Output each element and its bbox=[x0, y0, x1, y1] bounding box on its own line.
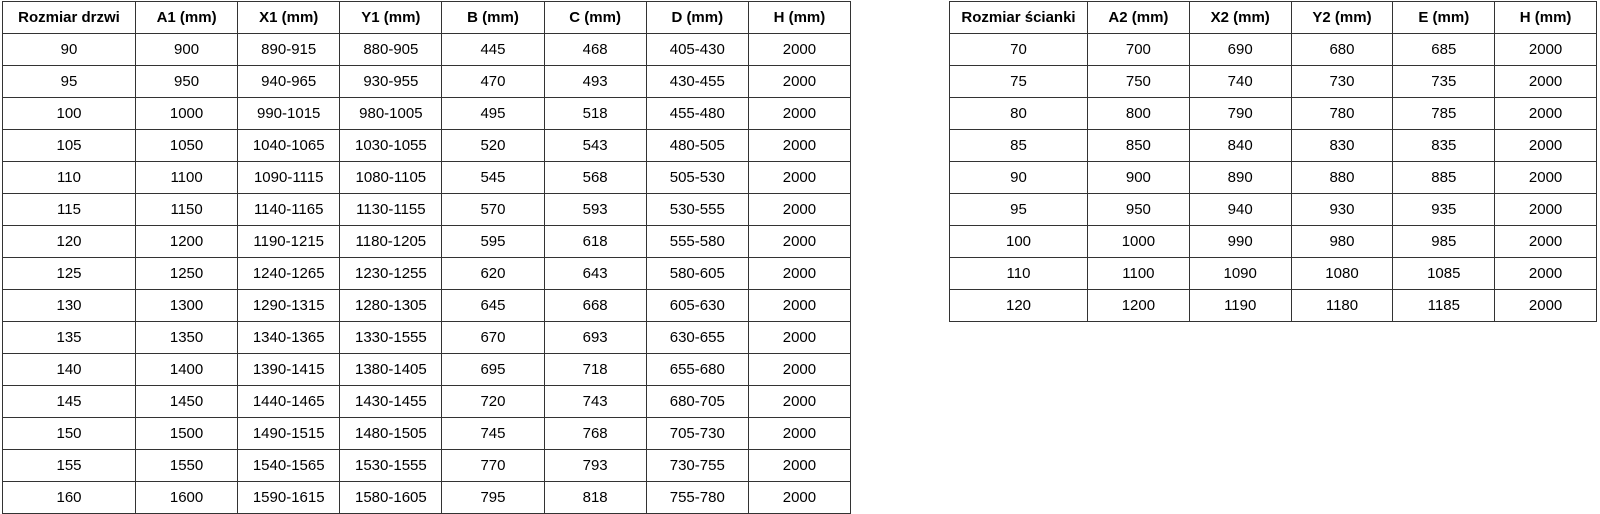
table-cell: 768 bbox=[544, 418, 646, 450]
table-row bbox=[950, 194, 1597, 226]
table-cell: 1180 bbox=[1291, 290, 1393, 322]
table-cell: 140 bbox=[3, 354, 136, 386]
table-cell: 530-555 bbox=[646, 194, 748, 226]
table-cell: 655-680 bbox=[646, 354, 748, 386]
table-row bbox=[3, 482, 851, 514]
table-cell: 1200 bbox=[136, 226, 238, 258]
table-cell: 1600 bbox=[136, 482, 238, 514]
table-cell: 1000 bbox=[136, 98, 238, 130]
table-cell: 1350 bbox=[136, 322, 238, 354]
table-cell: 605-630 bbox=[646, 290, 748, 322]
table-cell: 900 bbox=[136, 34, 238, 66]
table-cell: 1380-1405 bbox=[340, 354, 442, 386]
table-cell: 930 bbox=[1291, 194, 1393, 226]
table-cell: 2000 bbox=[1495, 66, 1597, 98]
table-row bbox=[3, 34, 851, 66]
table-row bbox=[3, 258, 851, 290]
table-cell: 740 bbox=[1189, 66, 1291, 98]
table-cell: 150 bbox=[3, 418, 136, 450]
table-cell: 890 bbox=[1189, 162, 1291, 194]
table-cell: 1150 bbox=[136, 194, 238, 226]
table-cell: 643 bbox=[544, 258, 646, 290]
table-row bbox=[950, 290, 1597, 322]
table-cell: 1040-1065 bbox=[238, 130, 340, 162]
table-row bbox=[950, 258, 1597, 290]
table-row bbox=[3, 386, 851, 418]
table-cell: 430-455 bbox=[646, 66, 748, 98]
table-row bbox=[950, 226, 1597, 258]
table-cell: 750 bbox=[1088, 66, 1190, 98]
table-cell: 745 bbox=[442, 418, 544, 450]
table-cell: 2000 bbox=[748, 386, 850, 418]
table-cell: 120 bbox=[950, 290, 1088, 322]
table-cell: 880 bbox=[1291, 162, 1393, 194]
table-cell: 780 bbox=[1291, 98, 1393, 130]
table-cell: 645 bbox=[442, 290, 544, 322]
table-cell: 1100 bbox=[136, 162, 238, 194]
column-header: E (mm) bbox=[1393, 2, 1495, 34]
table-cell: 2000 bbox=[748, 162, 850, 194]
table-cell: 840 bbox=[1189, 130, 1291, 162]
column-header: H (mm) bbox=[1495, 2, 1597, 34]
table-cell: 1140-1165 bbox=[238, 194, 340, 226]
table-cell: 940-965 bbox=[238, 66, 340, 98]
table-cell: 593 bbox=[544, 194, 646, 226]
table-cell: 480-505 bbox=[646, 130, 748, 162]
table-cell: 1500 bbox=[136, 418, 238, 450]
table-cell: 2000 bbox=[748, 98, 850, 130]
table-cell: 505-530 bbox=[646, 162, 748, 194]
table-cell: 543 bbox=[544, 130, 646, 162]
table-cell: 1000 bbox=[1088, 226, 1190, 258]
table-cell: 690 bbox=[1189, 34, 1291, 66]
table-cell: 105 bbox=[3, 130, 136, 162]
table-cell: 705-730 bbox=[646, 418, 748, 450]
table-cell: 1390-1415 bbox=[238, 354, 340, 386]
table-cell: 570 bbox=[442, 194, 544, 226]
table-cell: 1450 bbox=[136, 386, 238, 418]
table-cell: 1080-1105 bbox=[340, 162, 442, 194]
table-cell: 110 bbox=[950, 258, 1088, 290]
table-cell: 145 bbox=[3, 386, 136, 418]
table-cell: 720 bbox=[442, 386, 544, 418]
table-cell: 618 bbox=[544, 226, 646, 258]
table-cell: 1330-1555 bbox=[340, 322, 442, 354]
table-cell: 1430-1455 bbox=[340, 386, 442, 418]
table-cell: 2000 bbox=[1495, 98, 1597, 130]
table-cell: 1550 bbox=[136, 450, 238, 482]
table-cell: 1130-1155 bbox=[340, 194, 442, 226]
table-row bbox=[3, 98, 851, 130]
table-cell: 1580-1605 bbox=[340, 482, 442, 514]
table-cell: 1100 bbox=[1088, 258, 1190, 290]
table-cell: 405-430 bbox=[646, 34, 748, 66]
table-cell: 1440-1465 bbox=[238, 386, 340, 418]
table-row bbox=[950, 162, 1597, 194]
table-row bbox=[3, 162, 851, 194]
table-cell: 95 bbox=[950, 194, 1088, 226]
table-cell: 2000 bbox=[748, 322, 850, 354]
table-cell: 2000 bbox=[1495, 130, 1597, 162]
table-cell: 90 bbox=[3, 34, 136, 66]
table-cell: 495 bbox=[442, 98, 544, 130]
table-cell: 555-580 bbox=[646, 226, 748, 258]
table-cell: 680-705 bbox=[646, 386, 748, 418]
table-cell: 785 bbox=[1393, 98, 1495, 130]
table-cell: 2000 bbox=[748, 354, 850, 386]
table-cell: 2000 bbox=[748, 226, 850, 258]
table-cell: 1085 bbox=[1393, 258, 1495, 290]
door-dimensions-table bbox=[2, 1, 851, 514]
table-cell: 1530-1555 bbox=[340, 450, 442, 482]
table-cell: 1280-1305 bbox=[340, 290, 442, 322]
table-cell: 795 bbox=[442, 482, 544, 514]
table-cell: 110 bbox=[3, 162, 136, 194]
table-row bbox=[3, 130, 851, 162]
table-cell: 470 bbox=[442, 66, 544, 98]
table-cell: 885 bbox=[1393, 162, 1495, 194]
table-cell: 1200 bbox=[1088, 290, 1190, 322]
table-cell: 2000 bbox=[1495, 290, 1597, 322]
table-cell: 950 bbox=[136, 66, 238, 98]
table-cell: 455-480 bbox=[646, 98, 748, 130]
table-cell: 1090 bbox=[1189, 258, 1291, 290]
table-cell: 1030-1055 bbox=[340, 130, 442, 162]
table-cell: 1490-1515 bbox=[238, 418, 340, 450]
table-cell: 950 bbox=[1088, 194, 1190, 226]
table-cell: 520 bbox=[442, 130, 544, 162]
table-cell: 2000 bbox=[748, 66, 850, 98]
column-header: A1 (mm) bbox=[136, 2, 238, 34]
table-cell: 668 bbox=[544, 290, 646, 322]
table-cell: 85 bbox=[950, 130, 1088, 162]
column-header: X2 (mm) bbox=[1189, 2, 1291, 34]
table-cell: 985 bbox=[1393, 226, 1495, 258]
table-cell: 1240-1265 bbox=[238, 258, 340, 290]
table-row bbox=[3, 226, 851, 258]
table-cell: 718 bbox=[544, 354, 646, 386]
table-row bbox=[950, 130, 1597, 162]
table-cell: 2000 bbox=[748, 290, 850, 322]
column-header: Y1 (mm) bbox=[340, 2, 442, 34]
table-cell: 1080 bbox=[1291, 258, 1393, 290]
table-cell: 695 bbox=[442, 354, 544, 386]
column-header: Y2 (mm) bbox=[1291, 2, 1393, 34]
table-cell: 125 bbox=[3, 258, 136, 290]
column-header: Rozmiar ścianki bbox=[950, 2, 1088, 34]
table-row bbox=[3, 354, 851, 386]
table-cell: 155 bbox=[3, 450, 136, 482]
table-cell: 620 bbox=[442, 258, 544, 290]
table-cell: 1400 bbox=[136, 354, 238, 386]
table-cell: 735 bbox=[1393, 66, 1495, 98]
table-cell: 80 bbox=[950, 98, 1088, 130]
table-cell: 890-915 bbox=[238, 34, 340, 66]
table-cell: 1050 bbox=[136, 130, 238, 162]
table-cell: 95 bbox=[3, 66, 136, 98]
table-cell: 568 bbox=[544, 162, 646, 194]
table-cell: 800 bbox=[1088, 98, 1190, 130]
table-row bbox=[3, 322, 851, 354]
table-cell: 70 bbox=[950, 34, 1088, 66]
table-cell: 2000 bbox=[1495, 34, 1597, 66]
table-cell: 75 bbox=[950, 66, 1088, 98]
table-cell: 595 bbox=[442, 226, 544, 258]
table-row bbox=[3, 418, 851, 450]
column-header: C (mm) bbox=[544, 2, 646, 34]
table-cell: 770 bbox=[442, 450, 544, 482]
table-cell: 980 bbox=[1291, 226, 1393, 258]
table-row bbox=[950, 34, 1597, 66]
table-row bbox=[3, 290, 851, 322]
table-cell: 1190 bbox=[1189, 290, 1291, 322]
table-row bbox=[3, 194, 851, 226]
column-header: A2 (mm) bbox=[1088, 2, 1190, 34]
table-cell: 693 bbox=[544, 322, 646, 354]
table-cell: 2000 bbox=[748, 450, 850, 482]
table-cell: 518 bbox=[544, 98, 646, 130]
table-cell: 2000 bbox=[748, 194, 850, 226]
table-cell: 818 bbox=[544, 482, 646, 514]
table-cell: 940 bbox=[1189, 194, 1291, 226]
table-row bbox=[950, 66, 1597, 98]
table-cell: 580-605 bbox=[646, 258, 748, 290]
table-cell: 835 bbox=[1393, 130, 1495, 162]
table-cell: 850 bbox=[1088, 130, 1190, 162]
table-cell: 2000 bbox=[748, 130, 850, 162]
table-cell: 935 bbox=[1393, 194, 1495, 226]
table-cell: 2000 bbox=[1495, 226, 1597, 258]
table-cell: 1540-1565 bbox=[238, 450, 340, 482]
table-cell: 730 bbox=[1291, 66, 1393, 98]
table-cell: 930-955 bbox=[340, 66, 442, 98]
table-cell: 790 bbox=[1189, 98, 1291, 130]
table-cell: 670 bbox=[442, 322, 544, 354]
table-cell: 730-755 bbox=[646, 450, 748, 482]
column-header: B (mm) bbox=[442, 2, 544, 34]
table-cell: 115 bbox=[3, 194, 136, 226]
table-cell: 1190-1215 bbox=[238, 226, 340, 258]
table-cell: 130 bbox=[3, 290, 136, 322]
table-row bbox=[950, 98, 1597, 130]
table-cell: 900 bbox=[1088, 162, 1190, 194]
table-cell: 493 bbox=[544, 66, 646, 98]
table-cell: 2000 bbox=[748, 34, 850, 66]
column-header: D (mm) bbox=[646, 2, 748, 34]
table-cell: 1340-1365 bbox=[238, 322, 340, 354]
table-cell: 990-1015 bbox=[238, 98, 340, 130]
table-cell: 160 bbox=[3, 482, 136, 514]
table-cell: 743 bbox=[544, 386, 646, 418]
table-cell: 1185 bbox=[1393, 290, 1495, 322]
column-header: Rozmiar drzwi bbox=[3, 2, 136, 34]
table-cell: 445 bbox=[442, 34, 544, 66]
table-cell: 2000 bbox=[748, 482, 850, 514]
table-cell: 135 bbox=[3, 322, 136, 354]
header-row bbox=[3, 2, 851, 34]
table-cell: 680 bbox=[1291, 34, 1393, 66]
table-cell: 545 bbox=[442, 162, 544, 194]
table-cell: 700 bbox=[1088, 34, 1190, 66]
table-row bbox=[3, 66, 851, 98]
table-row bbox=[3, 450, 851, 482]
table-cell: 2000 bbox=[1495, 194, 1597, 226]
table-cell: 980-1005 bbox=[340, 98, 442, 130]
table-cell: 1090-1115 bbox=[238, 162, 340, 194]
wall-dimensions-table bbox=[949, 1, 1597, 322]
table-cell: 1300 bbox=[136, 290, 238, 322]
table-cell: 630-655 bbox=[646, 322, 748, 354]
table-cell: 1230-1255 bbox=[340, 258, 442, 290]
table-cell: 100 bbox=[950, 226, 1088, 258]
table-cell: 880-905 bbox=[340, 34, 442, 66]
table-cell: 685 bbox=[1393, 34, 1495, 66]
table-cell: 1590-1615 bbox=[238, 482, 340, 514]
table-cell: 1480-1505 bbox=[340, 418, 442, 450]
table-cell: 2000 bbox=[748, 258, 850, 290]
table-cell: 2000 bbox=[1495, 162, 1597, 194]
table-cell: 830 bbox=[1291, 130, 1393, 162]
table-cell: 1290-1315 bbox=[238, 290, 340, 322]
header-row bbox=[950, 2, 1597, 34]
table-cell: 1250 bbox=[136, 258, 238, 290]
table-cell: 793 bbox=[544, 450, 646, 482]
table-cell: 755-780 bbox=[646, 482, 748, 514]
table-cell: 468 bbox=[544, 34, 646, 66]
table-cell: 2000 bbox=[1495, 258, 1597, 290]
table-cell: 100 bbox=[3, 98, 136, 130]
column-header: X1 (mm) bbox=[238, 2, 340, 34]
table-cell: 2000 bbox=[748, 418, 850, 450]
table-cell: 90 bbox=[950, 162, 1088, 194]
table-cell: 990 bbox=[1189, 226, 1291, 258]
table-cell: 1180-1205 bbox=[340, 226, 442, 258]
table-cell: 120 bbox=[3, 226, 136, 258]
column-header: H (mm) bbox=[748, 2, 850, 34]
